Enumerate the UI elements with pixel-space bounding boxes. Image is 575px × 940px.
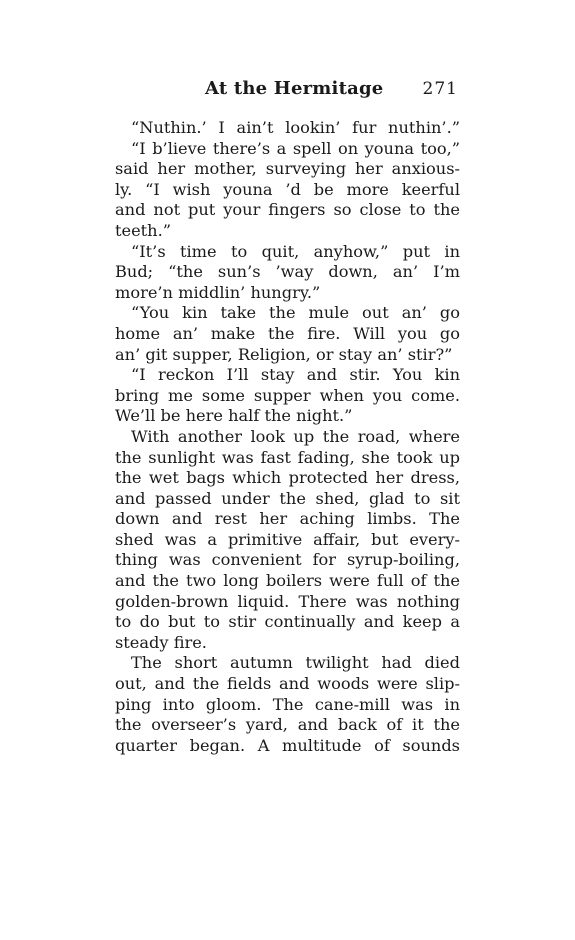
text-line: the sunlight was fast fading, she took up <box>115 447 460 467</box>
text-line: said her mother, surveying her anxious- <box>115 159 460 179</box>
text-line: and passed under the shed, glad to sit <box>115 488 460 508</box>
text-line: an’ git supper, Religion, or stay an’ stir?” <box>115 344 453 364</box>
text-line: the overseer’s yard, and back of it the <box>115 715 460 735</box>
text-line: down and rest her aching limbs. The <box>115 509 460 529</box>
text-line: more’n middlin’ hungry.” <box>115 282 321 302</box>
text-line: and the two long boilers were full of the <box>115 571 460 591</box>
body-text <box>115 118 460 756</box>
text-line: thing was convenient for syrup-boiling, <box>115 550 460 570</box>
text-line: We’ll be here half the night.” <box>115 406 353 426</box>
text-line: and not put your fingers so close to the <box>115 200 460 220</box>
text-line: Bud; “the sun’s ’way down, an’ I’m <box>115 262 460 282</box>
text-line: teeth.” <box>115 220 172 240</box>
text-line: steady fire. <box>115 632 207 652</box>
text-line: the wet bags which protected her dress, <box>115 468 460 488</box>
text-line: home an’ make the fire. Will you go <box>115 323 460 343</box>
running-title: At the Hermitage <box>205 78 384 99</box>
page-number: 271 <box>422 79 458 99</box>
text-line: golden-brown liquid. There was nothing <box>115 591 460 611</box>
text-line: “Nuthin.’ I ain’t lookin’ fur nuthin’.” <box>131 118 460 137</box>
text-line: shed was a primitive affair, but every- <box>115 529 460 549</box>
text-line: “I reckon I’ll stay and stir. You kin <box>131 365 460 385</box>
text-line: ping into gloom. The cane-mill was in <box>115 694 460 714</box>
text-line: With another look up the road, where <box>131 426 460 446</box>
text-line: bring me some supper when you come. <box>115 385 460 405</box>
text-line: “You kin take the mule out an’ go <box>131 303 460 323</box>
page-header <box>115 78 460 106</box>
text-line: ly. “I wish youna ’d be more keerful <box>115 179 460 199</box>
text-line: The short autumn twilight had died <box>131 653 460 673</box>
text-line: to do but to stir continually and keep a <box>115 612 460 632</box>
text-line: “I b’lieve there’s a spell on youna too,” <box>131 138 460 158</box>
text-line: “It’s time to quit, anyhow,” put in <box>131 241 460 261</box>
text-line: out, and the fields and woods were slip- <box>115 674 460 694</box>
text-line: quarter began. A multitude of sounds <box>115 735 460 755</box>
